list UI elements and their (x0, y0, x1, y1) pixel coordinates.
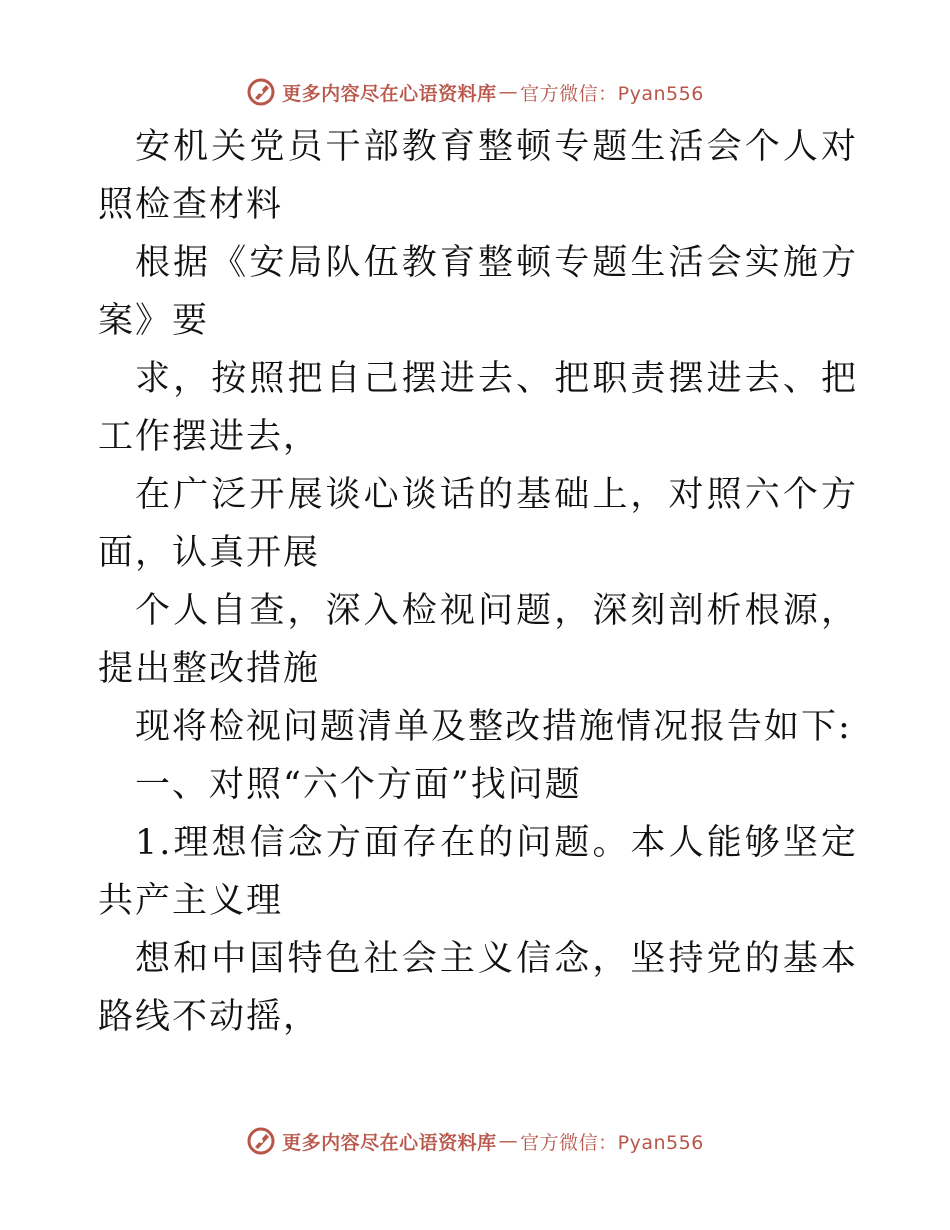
footer-watermark (0, 1121, 950, 1161)
pen-nib-circle-icon (246, 1126, 276, 1156)
paragraph: 个人自查，深入检视问题，深刻剖析根源，提出整改措施 (98, 591, 858, 689)
document-body (98, 118, 858, 1046)
paragraph: 在广泛开展谈心谈话的基础上，对照六个方面，认真开展 (98, 475, 858, 573)
watermark-dash: — (498, 1130, 519, 1152)
paragraph-title: 安机关党员干部教育整顿专题生活会个人对照检查材料 (98, 127, 858, 225)
pen-nib-circle-icon (246, 77, 276, 107)
section-heading: 一、对照“六个方面”找问题 (135, 765, 582, 805)
paragraph: 1.理想信念方面存在的问题。本人能够坚定共产主义理 (98, 823, 858, 921)
watermark-brand: 更多内容尽在心语资料库 (282, 1131, 497, 1154)
header-watermark (0, 72, 950, 112)
paragraph: 想和中国特色社会主义信念，坚持党的基本路线不动摇， (98, 939, 858, 1037)
paragraph: 根据《安局队伍教育整顿专题生活会实施方案》要 (98, 243, 858, 341)
watermark-brand: 更多内容尽在心语资料库 (282, 82, 497, 105)
watermark-contact: 官方微信：Pyan556 (520, 1131, 704, 1154)
watermark-contact: 官方微信：Pyan556 (520, 82, 704, 105)
paragraph: 现将检视问题清单及整改措施情况报告如下: (135, 707, 852, 747)
paragraph: 求，按照把自己摆进去、把职责摆进去、把工作摆进去， (98, 359, 858, 457)
watermark-dash: — (498, 81, 519, 103)
